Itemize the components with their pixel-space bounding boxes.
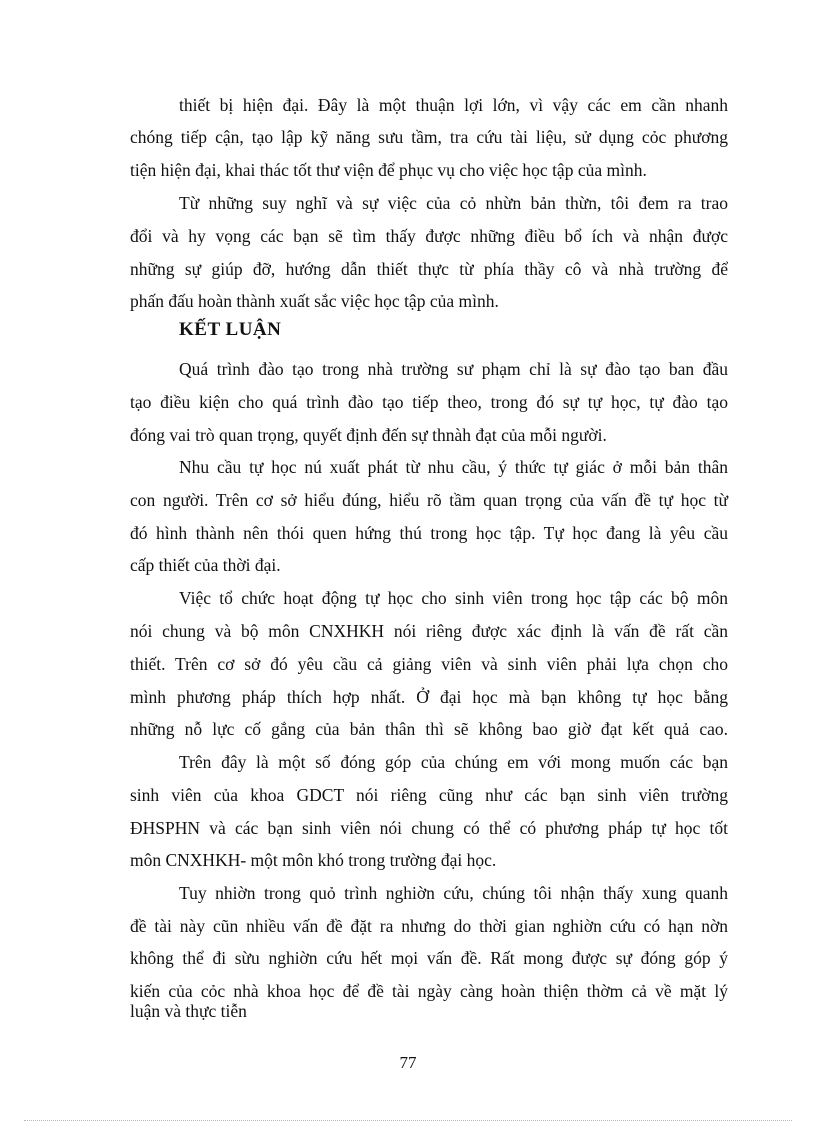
- text-line: những nỗ lực cố gắng của bản thân thì sẽ không bao giờ đạt kết quả cao.: [130, 719, 728, 739]
- text-line: phấn đấu hoàn thành xuất sắc việc học tập của mình.: [130, 291, 499, 311]
- text-line: mình phương pháp thích hợp nhất. Ở đại học mà bạn không tự học bằng: [130, 687, 728, 707]
- section-heading: KẾT LUẬN: [179, 319, 282, 340]
- text-line: không thể đi sừu nghiờn cứu hết mọi vấn đề. Rất mong được sự đóng góp ý: [130, 948, 728, 968]
- text-line: tạo điều kiện cho quá trình đào tạo tiếp theo, trong đó sự tự học, tự đào tạo: [130, 392, 728, 412]
- text-line: môn CNXHKH- một môn khó trong trường đại học.: [130, 850, 497, 870]
- text-line: cấp thiết của thời đại.: [130, 555, 281, 575]
- text-line: đổi và hy vọng các bạn sẽ tìm thấy được những điều bổ ích và nhận được: [130, 226, 728, 246]
- text-line: tiện hiện đại, khai thác tốt thư viện để phục vụ cho việc học tập của mình.: [130, 160, 647, 180]
- text-line: những sự giúp đỡ, hướng dẫn thiết thực từ phía thầy cô và nhà trường để: [130, 259, 728, 279]
- text-line: Việc tổ chức hoạt động tự học cho sinh viên trong học tập các bộ môn: [179, 588, 728, 608]
- text-line: đóng vai trò quan trọng, quyết định đến sự thnàh đạt của mỗi người.: [130, 425, 607, 445]
- text-line: Nhu cầu tự học nú xuất phát từ nhu cầu, ý thức tự giác ở mỗi bản thân: [179, 457, 728, 477]
- text-line: đó hình thành nên thói quen hứng thú trong học tập. Tự học đang là yêu cầu: [130, 523, 728, 543]
- text-line: đề tài này cũn nhiều vấn đề đặt ra nhưng do thời gian nghiờn cứu có hạn nờn: [130, 916, 728, 936]
- text-line: Tuy nhiờn trong quỏ trình nghiờn cứu, chúng tôi nhận thấy xung quanh: [179, 883, 728, 903]
- text-line: Từ những suy nghĩ và sự việc của cỏ nhừn bản thừn, tôi đem ra trao: [179, 193, 728, 213]
- text-line: sinh viên của khoa GDCT nói riêng cũng như các bạn sinh viên trường: [130, 785, 728, 805]
- text-line: thiết bị hiện đại. Đây là một thuận lợi lớn, vì vậy các em cần nhanh: [179, 95, 728, 115]
- page-number: 77: [399, 1053, 417, 1072]
- text-line: Quá trình đào tạo trong nhà trường sư phạm chỉ là sự đào tạo ban đầu: [179, 359, 728, 379]
- text-line: Trên đây là một số đóng góp của chúng em với mong muốn các bạn: [179, 752, 728, 772]
- text-line: con người. Trên cơ sở hiểu đúng, hiểu rõ tầm quan trọng của vấn đề tự học từ: [130, 490, 728, 510]
- text-line: chóng tiếp cận, tạo lập kỹ năng sưu tầm, tra cứu tài liệu, sử dụng cỏc phương: [130, 127, 728, 147]
- text-line: luận và thực tiễn: [130, 1001, 247, 1021]
- page-bottom-border: [24, 1120, 792, 1121]
- text-line: ĐHSPHN và các bạn sinh viên nói chung có thể có phương pháp tự học tốt: [130, 818, 728, 838]
- text-line: nói chung và bộ môn CNXHKH nói riêng được xác định là vấn đề rất cần: [130, 621, 728, 641]
- text-line: kiến của cỏc nhà khoa học để đề tài ngày càng hoàn thiện thờm cả về mặt lý: [130, 981, 728, 1001]
- text-line: thiết. Trên cơ sở đó yêu cầu cả giảng viên và sinh viên phải lựa chọn cho: [130, 654, 728, 674]
